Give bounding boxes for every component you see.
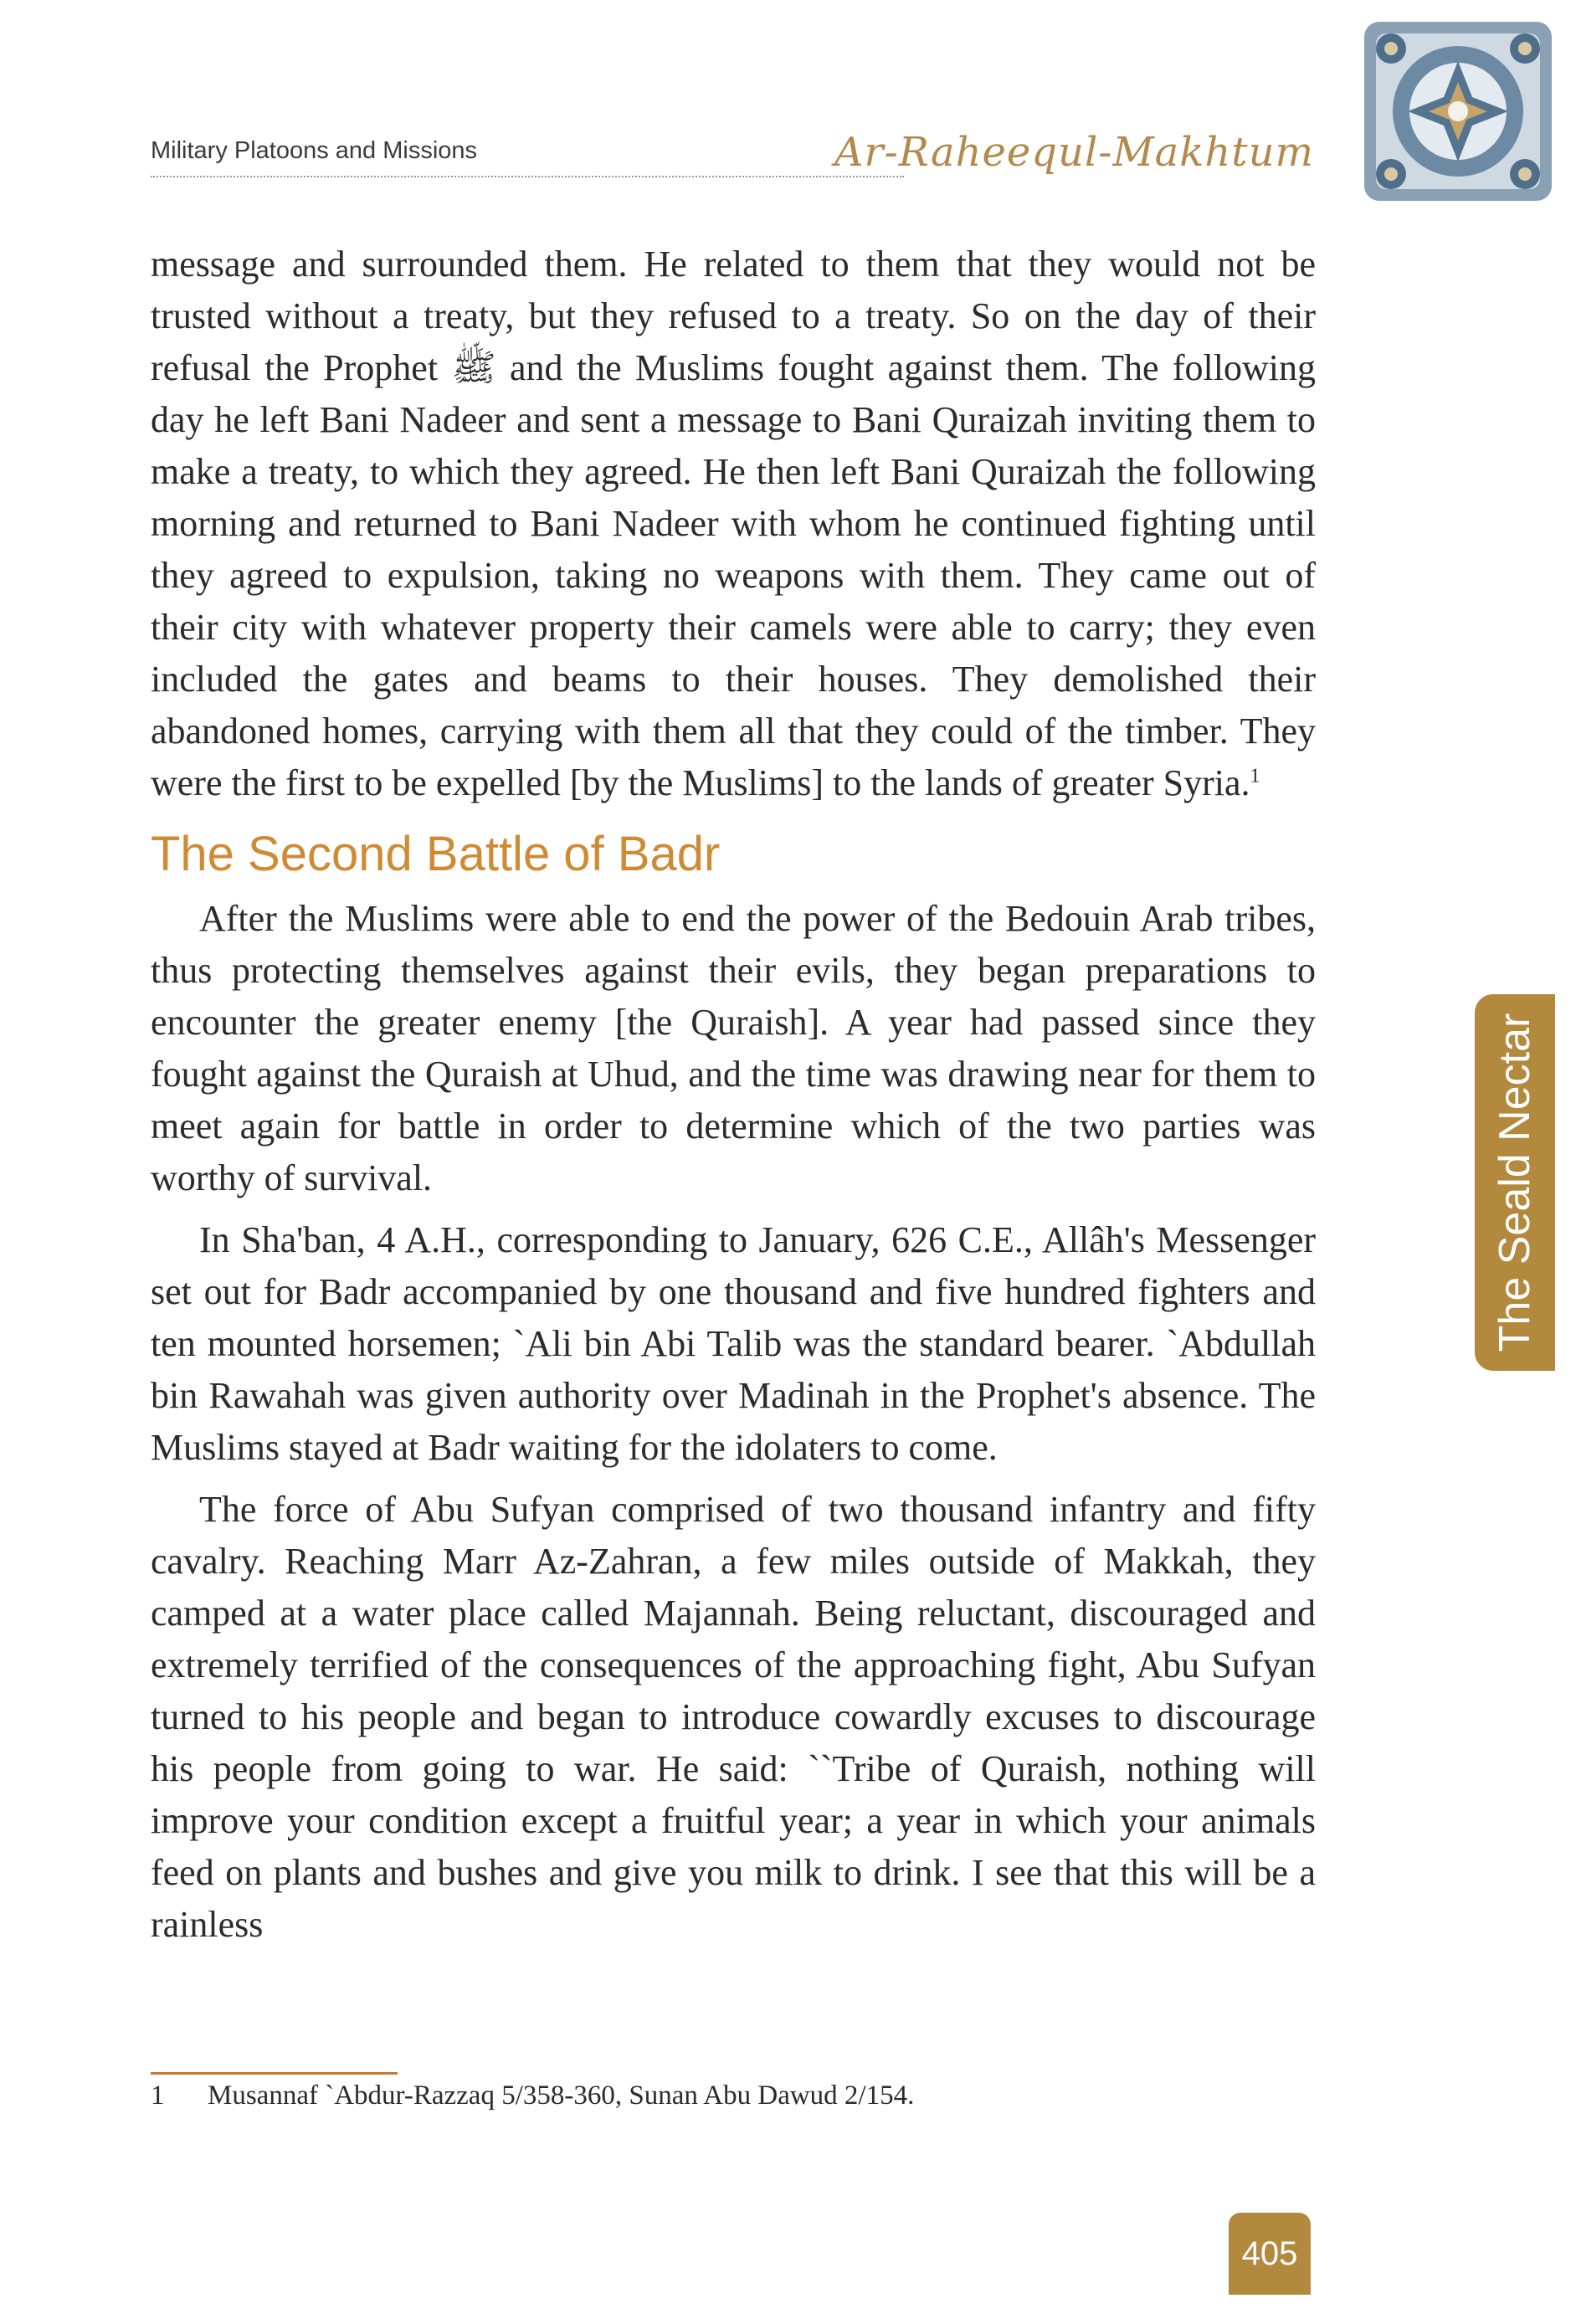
footnote-text: Musannaf `Abdur-Razzaq 5/358-360, Sunan Abu Dawud 2/154.: [208, 2080, 915, 2111]
footnote-divider: [151, 2072, 398, 2075]
paragraph-continued: [151, 239, 1316, 809]
section-heading: The Second Battle of Badr: [151, 827, 721, 881]
page-number: 405: [1229, 2213, 1311, 2295]
ornament-tile-icon: [1358, 15, 1558, 208]
footnote-reference: 1: [1250, 765, 1260, 787]
side-tab: [1475, 994, 1555, 1371]
footnote-number: 1: [151, 2080, 165, 2111]
side-tab-label: The Seald Nectar: [1491, 1013, 1539, 1352]
paragraph-text: message and surrounded them. He related to them that they would not be trusted without a treaty, but they refused to a treaty. So on the day of their refusal the Prophet ﷺ and the Muslims fought against them. The following day he left Bani Nadeer and sent a message to Bani Quraizah inviting them to make a treaty, to which they agreed. He then left Bani Quraizah the following morning and returned to Bani Nadeer with whom he continued fighting until they agreed to expulsion, taking no weapons with them. They came out of their city with whatever property their camels were able to carry; they even included the gates and beams to their houses. They demolished their abandoned homes, carrying with them all that they could of the timber. They were the first to be expelled [by the Muslims] to the lands of greater Syria.: [151, 244, 1317, 803]
paragraph: In Sha'ban, 4 A.H., corresponding to January, 626 C.E., Allâh's Messenger set out for Badr accompanied by one thousand and five hundred fighters and ten mounted horsemen; `Ali bin Abi Talib was the standard bearer. `Abdullah bin Rawahah was given authority over Madinah in the Prophet's absence. The Muslims stayed at Badr waiting for the idolaters to come.: [151, 1219, 1316, 1468]
paragraph: The force of Abu Sufyan comprised of two thousand infantry and fifty cavalry. Reaching Marr Az-Zahran, a few miles outside of Makkah, they camped at a water place called Majannah. Being reluctant, discouraged and extremely terrified of the consequences of the approaching fight, Abu Sufyan turned to his people and began to introduce cowardly excuses to discourage his people from going to war. He said: ``Tribe of Quraish, nothing will improve your condition except a fruitful year; a year in which your animals feed on plants and bushes and give you milk to drink. I see that this will be a rainless: [151, 1489, 1316, 1945]
paragraph: After the Muslims were able to end the power of the Bedouin Arab tribes, thus protecting themselves against their evils, they began preparations to encounter the greater enemy [the Quraish]. A year had passed since they fought against the Quraish at Uhud, and the time was drawing near for them to meet again for battle in order to determine which of the two parties was worthy of survival.: [151, 898, 1316, 1198]
page-header: [151, 129, 1314, 184]
footnote: [151, 2080, 914, 2111]
header-dotted-rule: [151, 176, 904, 177]
book-title-logo: Ar-Raheequl-Makhtum: [834, 129, 1314, 176]
page-body: [151, 239, 1316, 1951]
section-title: Military Platoons and Missions: [151, 137, 478, 164]
